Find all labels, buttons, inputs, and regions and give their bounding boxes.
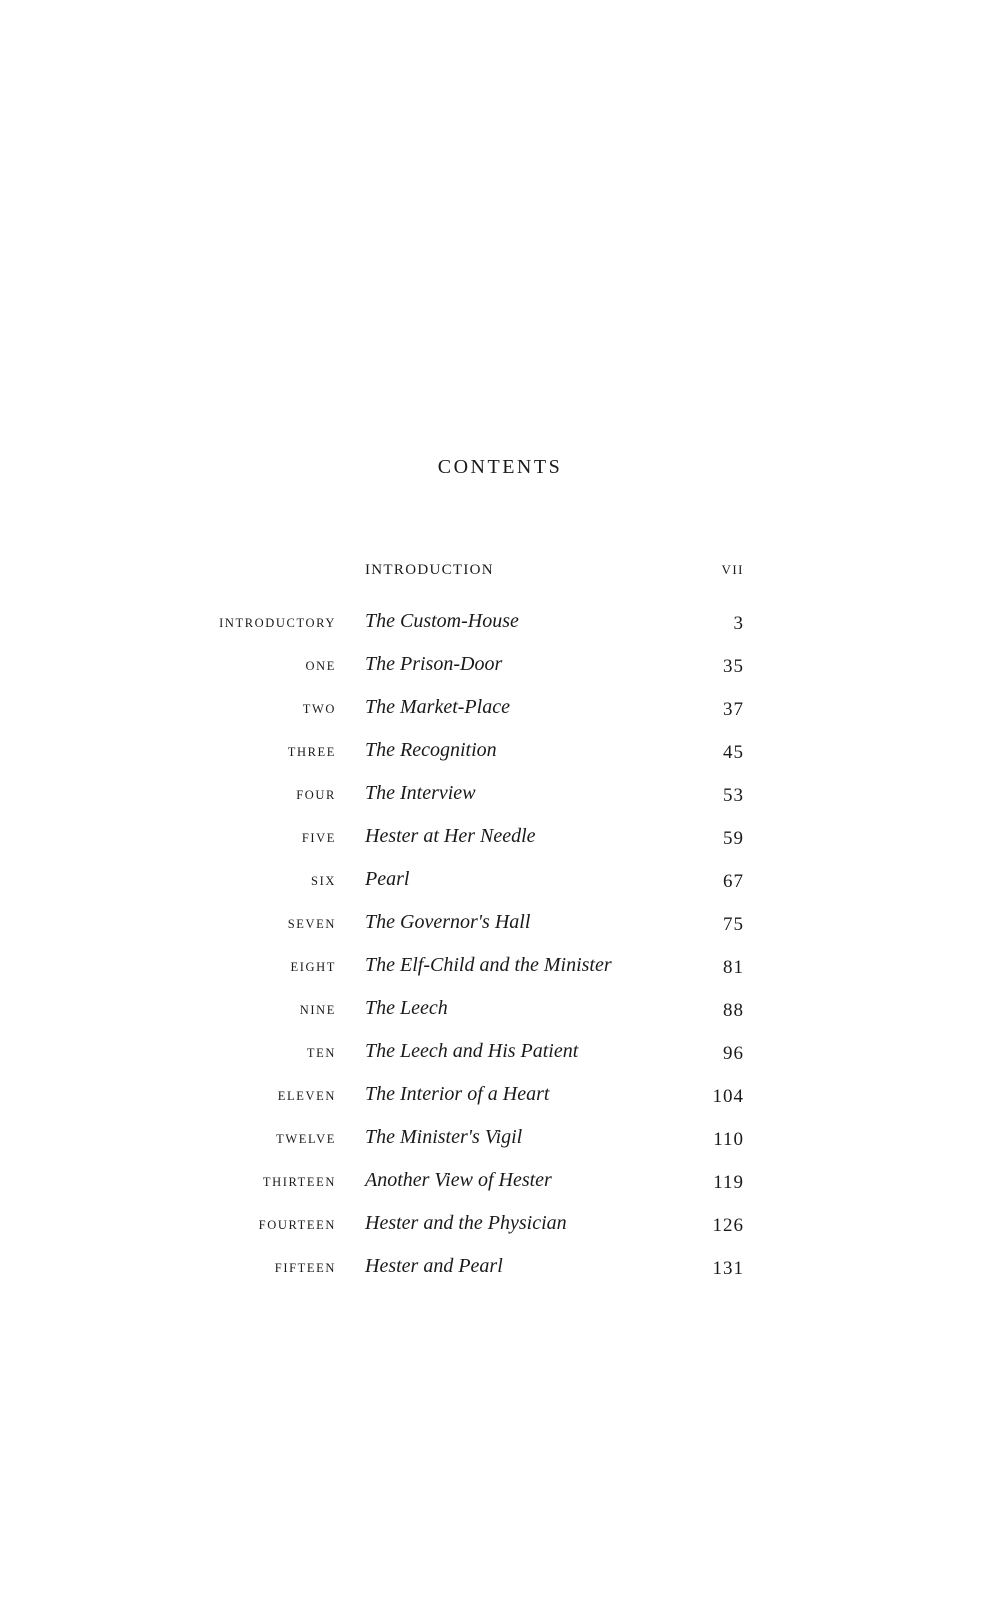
chapter-title: The Custom-House [365,610,519,632]
chapter-page: 53 [723,785,744,806]
chapter-number: TEN [306,1046,336,1060]
toc-entry[interactable] [0,1126,1000,1160]
toc-entry[interactable] [0,610,1000,644]
toc-entry[interactable] [0,868,1000,902]
toc-entry[interactable] [0,1169,1000,1203]
chapter-number: ELEVEN [277,1089,336,1103]
chapter-page: 75 [723,914,744,935]
chapter-title: The Governor's Hall [365,911,531,933]
chapter-number: TWO [302,702,336,716]
chapter-title: Hester and Pearl [365,1255,503,1277]
toc-entry[interactable] [0,1083,1000,1117]
chapter-page: 131 [712,1258,744,1279]
toc-entry-introduction[interactable] [0,562,1000,592]
chapter-page: 119 [713,1172,744,1193]
chapter-page: 126 [712,1215,744,1236]
page-title: CONTENTS [437,456,563,478]
toc-entry[interactable] [0,1212,1000,1246]
toc-entry[interactable] [0,782,1000,816]
chapter-title: Hester at Her Needle [365,825,536,847]
chapter-page: 96 [723,1043,744,1064]
chapter-title: The Minister's Vigil [365,1126,523,1148]
toc-entry[interactable] [0,1040,1000,1074]
chapter-page: 37 [723,699,744,720]
chapter-number: NINE [299,1003,336,1017]
chapter-number: THREE [287,745,336,759]
chapter-number: FOURTEEN [258,1218,336,1232]
chapter-title: The Interview [365,782,476,804]
chapter-number: FOUR [296,788,336,802]
toc-entry-title: INTRODUCTION [365,562,494,578]
toc-entry[interactable] [0,997,1000,1031]
chapter-number: SEVEN [287,917,336,931]
toc-entry[interactable] [0,911,1000,945]
chapter-number: INTRODUCTORY [219,616,336,630]
chapter-title: The Recognition [365,739,497,761]
chapter-title: Another View of Hester [365,1169,552,1191]
toc-entry[interactable] [0,1255,1000,1289]
chapter-number: FIFTEEN [274,1261,336,1275]
chapter-number: THIRTEEN [262,1175,336,1189]
chapter-title: Pearl [365,868,410,890]
chapter-title: The Market-Place [365,696,510,718]
toc-entry[interactable] [0,653,1000,687]
chapter-number: FIVE [301,831,336,845]
chapter-page: 67 [723,871,744,892]
toc-entry[interactable] [0,825,1000,859]
chapter-page: 88 [723,1000,744,1021]
toc-entry[interactable] [0,739,1000,773]
toc-entry[interactable] [0,954,1000,988]
chapter-page: 110 [713,1129,744,1150]
chapter-title: The Prison-Door [365,653,503,675]
chapter-page: 81 [723,957,744,978]
chapter-title: The Elf-Child and the Minister [365,954,612,976]
chapter-number: TWELVE [276,1132,336,1146]
chapter-page: 35 [723,656,744,677]
chapter-page: 45 [723,742,744,763]
chapter-page: 104 [712,1086,744,1107]
chapter-title: The Leech and His Patient [365,1040,579,1062]
chapter-page: 3 [733,613,744,634]
chapter-number: SIX [311,874,336,888]
chapter-number: ONE [305,659,336,673]
toc-entry[interactable] [0,696,1000,730]
toc-entry-page: VII [721,562,744,577]
chapter-title: The Interior of a Heart [365,1083,550,1105]
chapter-number: EIGHT [290,960,336,974]
chapter-page: 59 [723,828,744,849]
chapter-title: Hester and the Physician [365,1212,567,1234]
chapter-title: The Leech [365,997,448,1019]
